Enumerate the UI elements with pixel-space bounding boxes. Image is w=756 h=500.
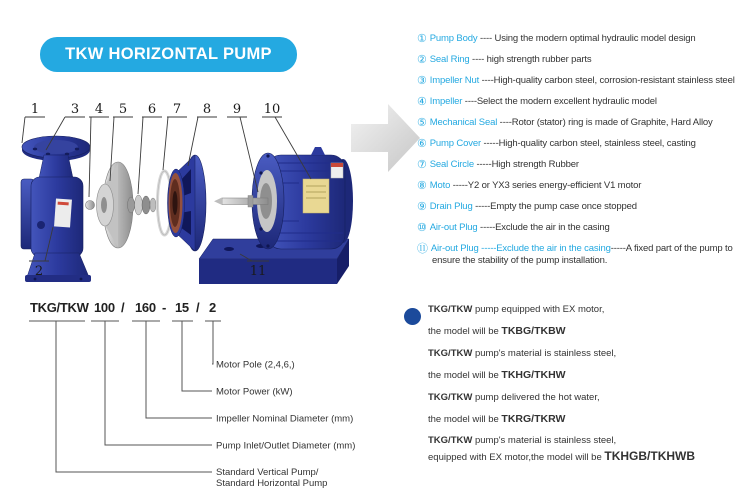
part-name: Impeller <box>429 96 463 107</box>
label-impeller-diam: Impeller Nominal Diameter (mm) <box>216 413 354 425</box>
model-segment-power: 15 <box>175 300 189 315</box>
part-name: Mechanical Seal <box>429 117 498 128</box>
part-description: ---- Using the modern optimal hydraulic model design <box>477 33 696 44</box>
variant-model: TKRG/TKRW <box>501 413 566 425</box>
part-name: Moto <box>429 180 451 191</box>
part-description: ----Rotor (stator) ring is made of Graphite, Hard Alloy <box>497 117 713 128</box>
part-number-badge: ① <box>417 33 427 45</box>
impeller <box>86 162 134 248</box>
model-separator: / <box>121 300 125 315</box>
part-item-6 <box>417 138 756 150</box>
part-number-badge: ⑦ <box>417 159 427 171</box>
pump-cover <box>168 155 207 251</box>
part-item-8 <box>417 180 756 192</box>
part-item-4 <box>417 96 756 108</box>
part-number-badge: ④ <box>417 96 427 108</box>
title-banner <box>40 37 297 72</box>
model-separator: - <box>162 300 167 315</box>
part-item-2 <box>417 54 756 66</box>
variant-result: the model will be TKHG/TKHW <box>428 369 566 381</box>
model-variants <box>402 303 754 465</box>
model-separator: / <box>196 300 200 315</box>
part-name: Impeller Nut <box>429 75 480 86</box>
part-number-badge: ⑩ <box>417 222 427 234</box>
part-item-5 <box>417 117 756 129</box>
part-description: ----Select the modern excellent hydraulic model <box>462 96 657 107</box>
label-motor-pole: Motor Pole (2,4,6,) <box>216 359 295 371</box>
part-name: Seal Circle <box>429 159 475 170</box>
model-code-breakdown <box>28 296 360 498</box>
drain-plug <box>37 221 45 229</box>
part-description: -----High strength Rubber <box>474 159 579 170</box>
callout-7: 7 <box>172 102 182 117</box>
part-name: Drain Plug <box>429 201 473 212</box>
callout-10: 10 <box>263 102 281 117</box>
part-number-badge: ⑤ <box>417 117 427 129</box>
mechanical-seal-parts <box>128 195 157 215</box>
part-item-3 <box>417 75 756 87</box>
page-title: TKW HORIZONTAL PUMP <box>65 45 272 63</box>
motor-label <box>303 179 329 213</box>
variant-result: the model will be TKRG/TKRW <box>428 413 566 425</box>
variant-result: equipped with EX motor,the model will be TKHGB/TKHWB <box>428 449 696 463</box>
model-code-labels <box>216 360 355 490</box>
part-number-badge: ② <box>417 54 427 66</box>
callout-3: 3 <box>70 102 80 117</box>
part-description: -----A fixed part of the pump to ensure the stability of the pump installation. <box>432 243 733 266</box>
pump-exploded-diagram <box>15 93 355 295</box>
label-motor-power: Motor Power (kW) <box>216 386 293 398</box>
part-item-11 <box>417 243 756 267</box>
part-description: ---- high strength rubber parts <box>469 54 592 65</box>
callout-5: 5 <box>118 102 128 117</box>
model-segment-inlet: 100 <box>94 300 115 315</box>
part-number-badge: ③ <box>417 75 427 87</box>
part-item-7 <box>417 159 756 171</box>
variant-condition: TKG/TKW pump's material is stainless steel, <box>428 435 617 446</box>
part-name: Air-out Plug <box>429 222 478 233</box>
impeller-nut <box>86 201 95 210</box>
label-series-line2: Standard Horizontal Pump <box>216 478 328 489</box>
variant-condition: TKG/TKW pump delivered the hot water, <box>428 392 600 403</box>
right-arrow-icon <box>348 98 423 178</box>
callout-8: 8 <box>202 102 212 117</box>
model-segment-impeller: 160 <box>135 300 156 315</box>
variant-condition: TKG/TKW pump's material is stainless steel, <box>428 348 617 359</box>
model-segment-series: TKG/TKW <box>30 300 89 315</box>
part-description: -----High-quality carbon steel, stainless steel, casting <box>481 138 696 149</box>
callout-6: 6 <box>147 102 157 117</box>
label-series-line1: Standard Vertical Pump/ <box>216 467 319 478</box>
callout-9: 9 <box>232 102 242 117</box>
variant-text <box>428 303 754 465</box>
part-number-badge: ⑪ <box>417 243 428 255</box>
part-number-badge: ⑧ <box>417 180 427 192</box>
part-name: Air-out Plug -----Exclude the air in the casing <box>430 243 611 254</box>
model-code-segments <box>30 300 216 315</box>
part-description: -----Exclude the air in the casing <box>477 222 610 233</box>
variant-model: TKHGB/TKHWB <box>604 449 696 463</box>
part-item-1 <box>417 33 756 45</box>
variant-model: TKBG/TKBW <box>501 325 566 337</box>
model-code-connector-lines <box>29 321 221 472</box>
bullet-icon <box>404 308 421 325</box>
part-item-10 <box>417 222 756 234</box>
variant-result: the model will be TKBG/TKBW <box>428 325 566 337</box>
part-name: Pump Cover <box>429 138 482 149</box>
part-name: Pump Body <box>429 33 478 44</box>
label-inlet-outlet: Pump Inlet/Outlet Diameter (mm) <box>216 440 356 452</box>
part-number-badge: ⑥ <box>417 138 427 150</box>
callout-4: 4 <box>94 102 104 117</box>
model-segment-pole: 2 <box>209 300 216 315</box>
variant-condition: TKG/TKW pump equipped with EX motor, <box>428 304 605 315</box>
callout-1: 1 <box>30 102 40 117</box>
part-description: -----Y2 or YX3 series energy-efficient V1 motor <box>450 180 642 191</box>
parts-list <box>417 33 756 276</box>
part-number-badge: ⑨ <box>417 201 427 213</box>
pump-body <box>21 136 91 282</box>
part-item-9 <box>417 201 756 213</box>
part-description: -----Empty the pump case once stopped <box>472 201 637 212</box>
callout-11: 11 <box>249 264 267 279</box>
part-description: ----High-quality carbon steel, corrosion-resistant stainless steel <box>479 75 735 86</box>
callout-2: 2 <box>34 264 44 279</box>
variant-model: TKHG/TKHW <box>501 369 566 381</box>
lifting-lug <box>311 147 325 155</box>
part-name: Seal Ring <box>429 54 470 65</box>
